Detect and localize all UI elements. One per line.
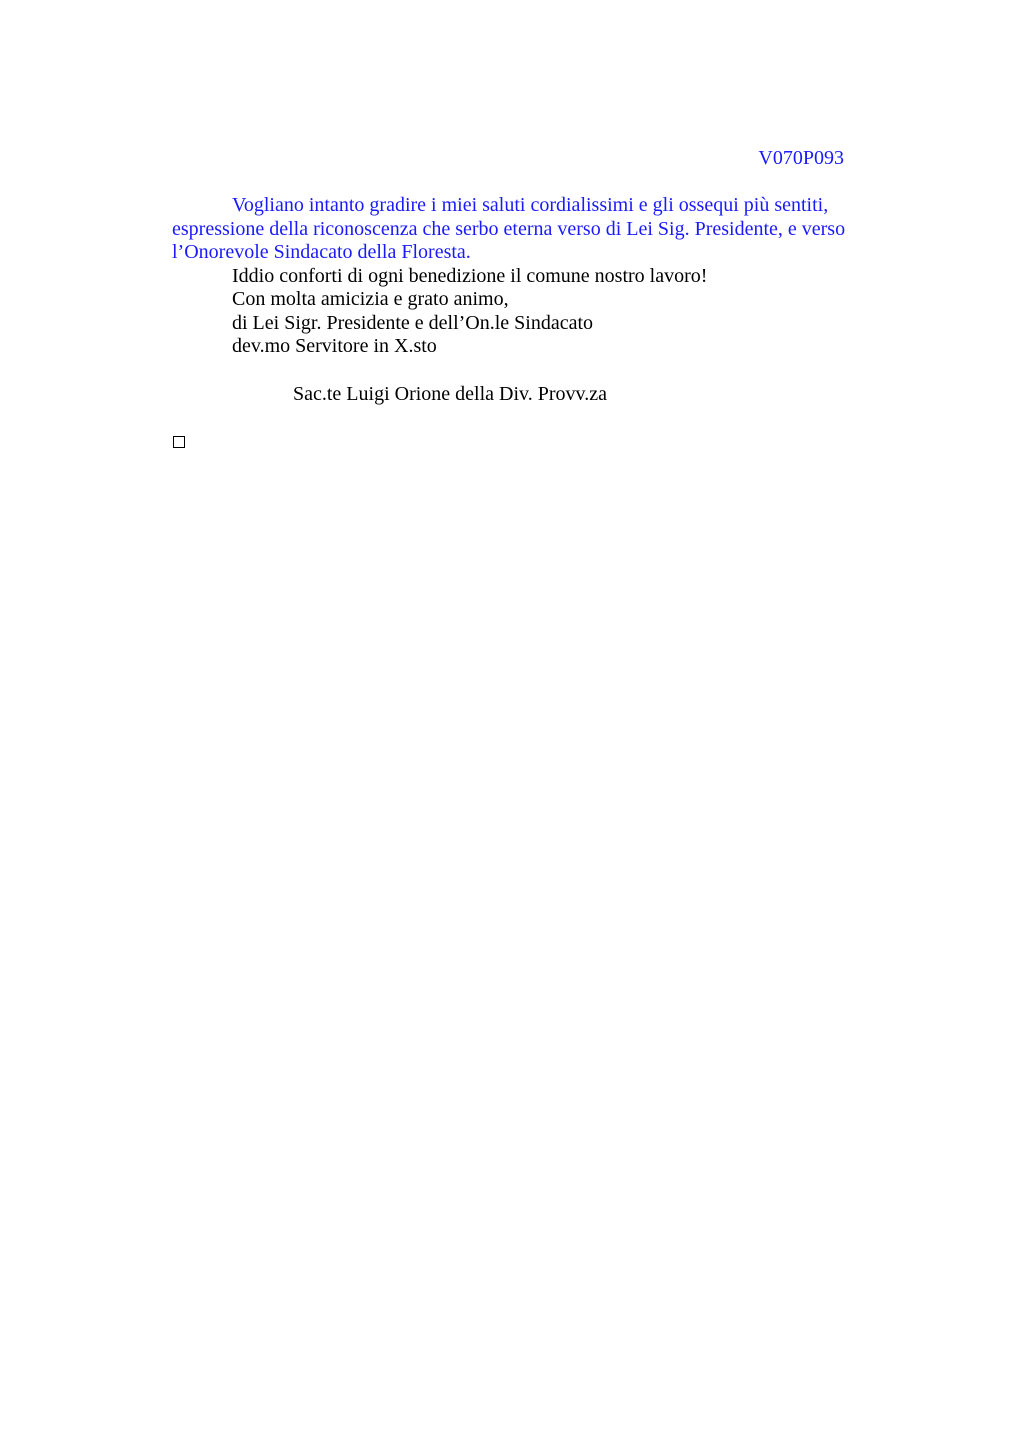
page-code: V070P093 [758, 147, 844, 169]
addressee-line: di Lei Sigr. Presidente e dell’On.le Sindacato [232, 311, 594, 334]
signature: Sac.te Luigi Orione della Div. Provv.za [293, 382, 607, 405]
letter-body [172, 194, 872, 406]
friendship-line: Con molta amicizia e grato animo, [232, 288, 509, 310]
servant-line: dev.mo Servitore in X.sto [232, 335, 437, 357]
closing-greeting-paragraph: Vogliano intanto gradire i miei saluti cordialissimi e gli ossequi più sentiti, espressione della riconoscenza che serbo eterna verso di Lei Sig. Presidente, e verso l’Onorevole Sindacato della Floresta. [172, 194, 846, 263]
blessing-line: Iddio conforti di ogni benedizione il comune nostro lavoro! [232, 264, 708, 287]
empty-square-icon [173, 436, 185, 448]
